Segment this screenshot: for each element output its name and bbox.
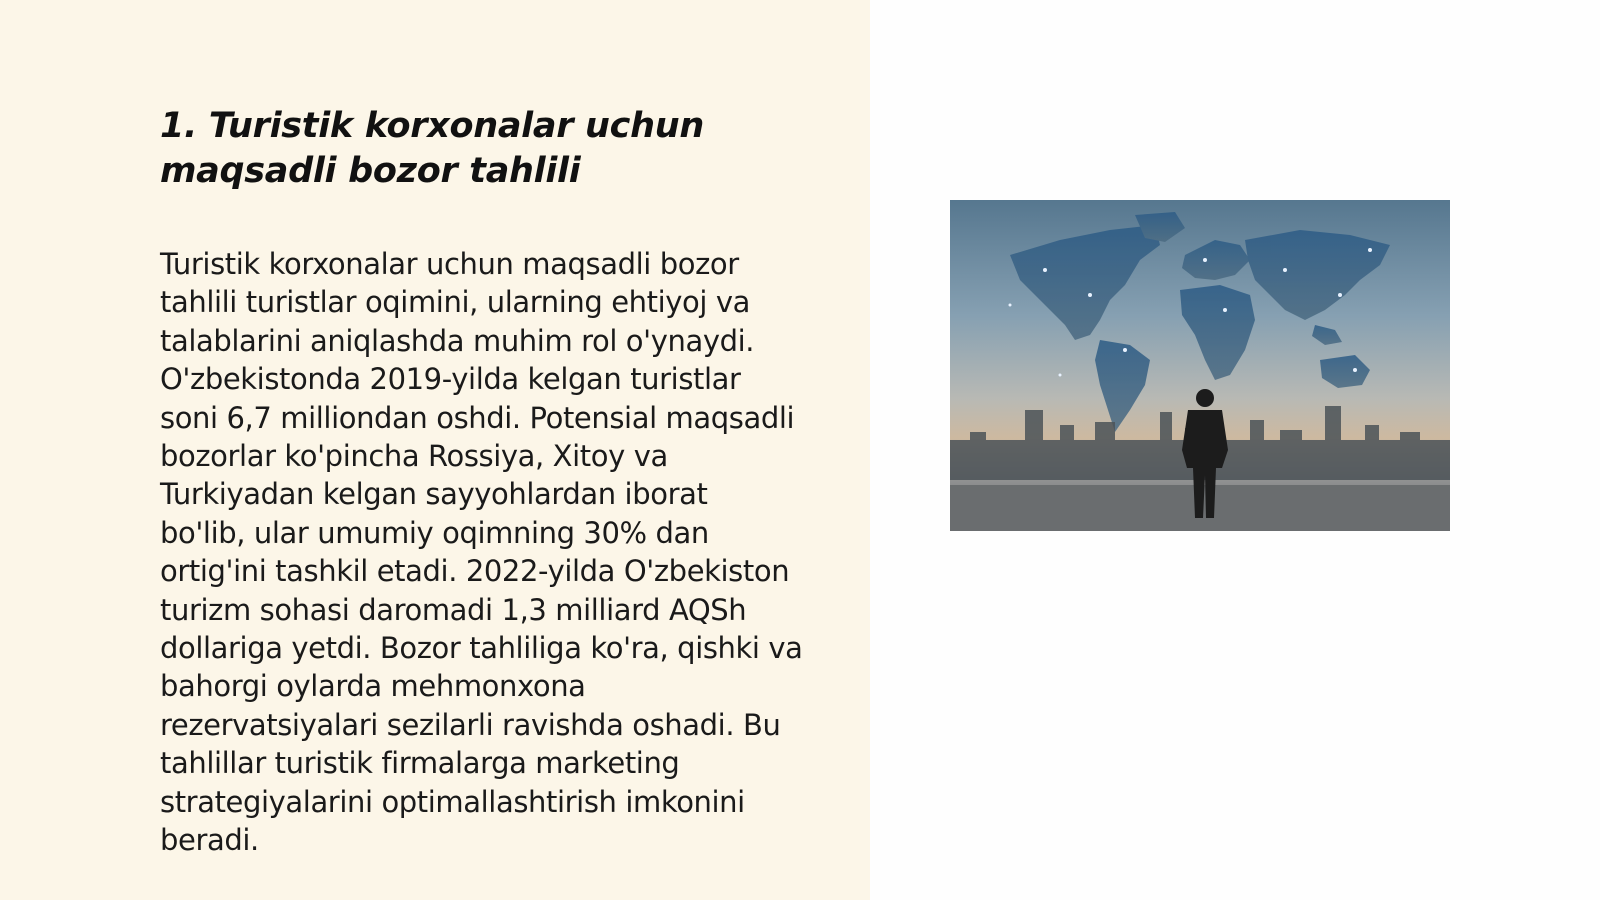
world-map-city-photo [950, 200, 1450, 531]
slide-title: 1. Turistik korxonalar uchun maqsadli bozor tahlili [160, 106, 704, 191]
slide-body-text: Turistik korxonalar uchun maqsadli bozor tahlili turistlar oqimini, ularning ehtiyoj va talablarini aniqlashda muhim rol o'ynaydi. O'zbekistonda 2019-yilda kelgan turistlar soni 6,7 milliondan oshdi. Potensial maqsadli bozorlar ko'pincha Rossiya, Xitoy va Turkiyadan kelgan sayyohlardan iborat bo'lib, ular umumiy oqimning 30% dan ortig'ini tashkil etadi. 2022-yilda O'zbekiston turizm sohasi daromadi 1,3 milliard AQSh dollariga yetdi. Bozor tahliliga ko'ra, qishki va bahorgi oylarda mehmonxona rezervatsiyalari sezilarli ravishda oshadi. Bu tahlillar turistik firmalarga marketing strategiyalarini optimallashtirish imkonini beradi. [160, 247, 803, 858]
photo-illustration [950, 200, 1450, 531]
